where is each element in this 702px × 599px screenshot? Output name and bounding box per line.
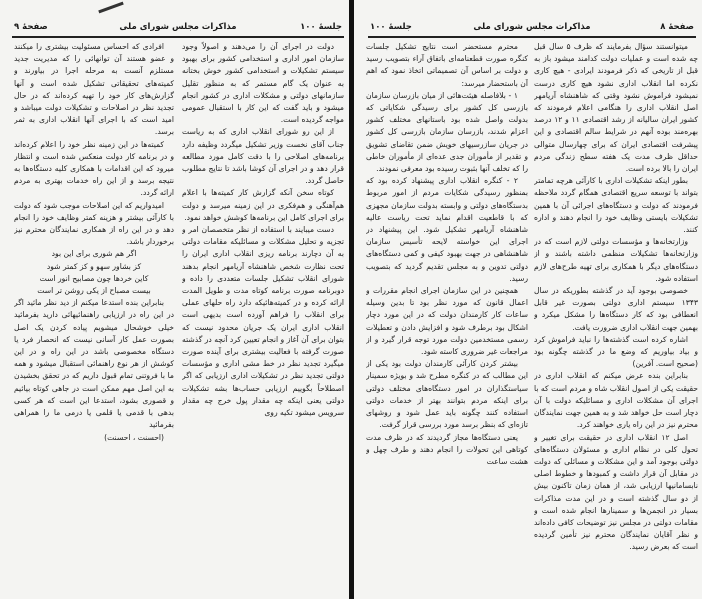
paragraph: افرادی که احساس مسئولیت بیشتری را میکنند و عضو هستند آن توانهائی را که مدیریت جدید مستلزم آنست به مرحله اجرا در بیاورند و کمیته‌های تحقیقاتی تشکیل شده است و آنها گزارش‌های کار خود را تهیه کرده‌اند که در حال تجدید نظر در اصلاحات و تشکیلات دولت میباشد و امید است که با اجرای آنها انقلاب اداری به ثمر برسد. bbox=[14, 42, 174, 137]
page-number: صفحهٔ ۸ bbox=[660, 22, 694, 32]
text-column-left bbox=[366, 41, 528, 591]
header-rule bbox=[368, 36, 696, 38]
paragraph: از این رو شورای انقلاب اداری که به ریاست جناب آقای نخست وزیر تشکیل میگردد وظیفه دارد برنامه‌های اصلاحی را با دقت کامل مورد مطالعه قرار دهد و در اجرای آن کوشا باشد تا نتایج مطلوب حاصل گردد. bbox=[182, 127, 344, 186]
text-column-right bbox=[182, 41, 344, 591]
paragraph: اشاره کرده است گذشته‌ها را نباید فراموش کرد و بیاد بیاوریم که وضع ما در گذشته چگونه بود (صحیح است. آفرین) bbox=[534, 334, 698, 369]
session-number: جلسهٔ ۱۰۰ bbox=[300, 22, 342, 32]
page-header bbox=[14, 22, 342, 34]
verse-line: کاین خردها چون مصابیح انور است bbox=[39, 273, 149, 283]
paragraph: محترم مستحضر است نتایج تشکیل جلسات کنگره صورت قطعنامه‌ای باتفاق آراء بتصویب رسید و دولت بر اساس آن تصمیماتی اتخاذ نمود که اهم آن باستحضار میرسد: bbox=[366, 42, 528, 88]
left-page bbox=[0, 0, 350, 599]
paragraph: یعنی دستگاه‌ها مجاز گردیدند که در ظرف مدت کوتاهی این تحولات را انجام دهند و طرف چهل و هشت ساعت bbox=[366, 432, 528, 466]
page-number: صفحهٔ ۹ bbox=[14, 22, 48, 32]
pen-mark bbox=[98, 2, 123, 14]
paragraph: بیشتر کردن کارآئی کارمندان دولت بود یکی از این مطالب که در کنگره مطرح شد و بویژه سمینار سیاستگذاران در امور دستگاه‌های مختلف دولتی برای اینکه مردم بتوانند بهتر از خدمات دولتی استفاده کنند چگونه باید عمل شود و روشهای تازه‌ای که بنظر برسد مورد بررسی قرار گرفت. bbox=[366, 359, 528, 430]
paragraph: بنابراین بنده استدعا میکنم از دید نظر مائید اگر در این راه در ارزیابی راهنمائیهائی دارید بفرمائید خیلی خوشحال میشویم پیاده کردن یک اصل بصورت عمل کار آسانی نیست که انحصار فرد یا دستگاه مخصوصی باشد در این راه و در این کوشش از هر نوع راهنمائی استقبال میشود و همه ما با فروتنی تمام قبول داریم که در تحقق بخشیدن به این اصل مهم ممکن است در جاهی کوتاه بیائیم و قصوری بشود، استدعا این است که هر کسی بدهی با قدمی یا قلمی یا درمی ما را همراهی بفرمائید bbox=[14, 298, 174, 430]
running-title: مذاکرات مجلس شورای ملی bbox=[119, 22, 237, 32]
text-column-left bbox=[14, 41, 174, 591]
page-header bbox=[370, 22, 694, 34]
paragraph: دولت در اجرای آن را می‌دهند و اصولاً وجود سازمان امور اداری و استخدامی کشور برای بهبود سیستم تشکیلات و استخدامی کشور خوش بختانه به عنوان یک گام مستمر که به منظور تقلیل سازمانهای دولتی و مشکلات اداری در کشور انجام میشود و باید گفت که این کار با استقبال عمومی مواجه گردیده است. bbox=[182, 42, 344, 125]
paragraph: همچنین در این سازمان اجرای انجام مقررات و اعمال قانون که مورد نظر بود تا بدین وسیله ساعات کار کارمندان دولت که در این مورد دچار اشکال بود برطرف شود و افزایش دادن و تعطیلات رسمی مستخدمین دولت مورد توجه قرار گیرد و از مراجعات غیر ضروری کاسته شود. bbox=[366, 286, 528, 357]
verse-line: کز بشاور سهو و کز کمتر شود bbox=[46, 261, 142, 271]
paragraph: کمیته‌ها در این زمینه نظر خود را اعلام کرده‌اند و در برنامه کار دولت منعکس شده است و انتظار میرود که این اقدامات با همکاری کلیه دستگاه‌ها به نتیجه برسد و از این راه خدمات بهتری به مردم ارائه گردد. bbox=[14, 139, 174, 198]
header-rule bbox=[12, 36, 344, 38]
paragraph: وزارتخانه‌ها و مؤسسات دولتی لازم است که در وزارتخانه‌ها تشکیلات منظمی داشته باشند و از دستگاه‌های دیگر با همکاری برای تهیه طرح‌های لازم استفاده شود. bbox=[534, 237, 698, 283]
paragraph: امیدواریم که این اصلاحات موجب شود که دولت با کارآئی بیشتر و هزینه کمتر وظایف خود را انجام دهد و در این راه از همکاری نمایندگان محترم نیز برخوردار باشد. bbox=[14, 200, 174, 247]
paragraph: دست میبایند با استفاده از نظر متخصصان امر و تجزیه و تحلیل مشکلات و مسائلیکه مقامات دولتی به آن دچارند برنامه ریزی انقلاب اداری ایران را تحت نظارت شخص شاهنشاه آریامهر انجام بدهند شورای انقلاب تشکیل جلسات متعددی را داده و دوبرنامه صورت برنامه کوتاه مدت و طویل المدت ارائه کرده و در کمیته‌هائیکه دارد راه حلهای عملی برای انقلاب را فراهم آورده است بدیهی است انقلاب اداری ایران یک جریان محدود نیست که بتوان برای آن آغاز و انجام تعیین کرد آنچه در گذشته صورت گرفته با فعالیت بیشتری برای آینده صورت میگیرد تجدید نظر در خط مشی اداری و مؤسسات دولتی تجدید نظر در تشکیلات اداری ارزیابی که اگر اصطلاحاً بگوییم ارزیابی حساب‌ها بشه تشکیلات دولتی یعنی اینکه چه مقدار پول خرج چه مقدار سرویس میشود تکیه روی bbox=[182, 225, 344, 418]
paragraph: خصوصی بوجود آید در گذشته بطوریکه در سال ۱۳۴۳ سیستم اداری دولتی بصورت غیر قابل انعطافی بود که کار دستگاه‌ها را مشکل میکرد و بهمین جهت انقلاب اداری ضرورت یافت. bbox=[534, 286, 698, 332]
paragraph: بنابراین بنده عرض میکنم که انقلاب اداری در حقیقت یکی از اصول انقلاب شاه و مردم است که با اجرای آن مشکلات اداری و مسائلیکه دولت با آن دچار است حل خواهد شد و به همین جهت نمایندگان محترم نیز در این راه یاری خواهند کرد. bbox=[534, 371, 698, 430]
running-title: مذاکرات مجلس شورای ملی bbox=[473, 22, 591, 32]
paragraph: اصل ۱۲ انقلاب اداری در حقیقت برای تغییر و تحول کلی در نظام اداری و مسئولان دستگاه‌های دولتی بوجود آمد و این مشکلات و مسائلی که دولت در مقابل آن قرار داشت و کمبودها و خطوط اصلی نابسامانیها ارزیابی شد، از همان زمان تاکنون بیش از دو سال گذشته است و در این مدت مذاکرات بسیار در انجمن‌ها و سمینارها انجام شده است و مقامات دولتی در مجلس نیز توضیحات کافی داده‌اند و نظر آقایان نمایندگان محترم نیز تأمین گردیده است که بعرض رسید. bbox=[534, 432, 698, 552]
paragraph: ۲ - کنگره انقلاب اداری پیشنهاد کرده بود که بمنظور رسیدگی شکایات مردم از امور مربوط بدستگاه‌های دولتی و وابسته بدولت سازمان مجهزی که با قاطعیت اقدام نماید تحت ریاست عالیه شاهنشاه آریامهر تشکیل شود. این پیشنهاد در اجرای این خواسته لایحه تأسیس سازمان شاهنشاهی در جهت بهبود کیفی و کمی دستگاه‌های دولتی تدوین و به مجلس تقدیم گردید که بتصویب رسید. bbox=[366, 176, 528, 283]
paragraph: کوتاه سخن آنکه گزارش کار کمیته‌ها با اعلام هم‌آهنگی و هم‌فکری در این زمینه میرسد و دولت برای اجرای کامل این برنامه‌ها کوشش خواهد نمود. bbox=[182, 188, 344, 222]
verse-line: اگر هم شوری برای این بود bbox=[51, 249, 137, 259]
paragraph: بطور اینکه تشکیلات اداری با کارآئی هرچه تمامتر بتواند با توسعه سریع اقتصادی همگام گردد ملاحظه فرمودند که دولت و دستگاه‌های اجرائی آن با همین تشکیلات بایستی وظایف خود را انجام دهند و اداره کنند. bbox=[534, 176, 698, 235]
verse-line: بیست مصباح از یکی روشن تر است bbox=[37, 286, 151, 296]
text-column-right bbox=[534, 41, 698, 591]
session-number: جلسهٔ ۱۰۰ bbox=[370, 22, 412, 32]
applause-note: (احسنت ، احسنت) bbox=[104, 432, 164, 442]
paragraph: میتوانستند سؤال بفرمایند که ظرف ۵ سال قبل چه شده است و عملیات دولت کدامند میشود باز به قبل از تاریخی که ذکر فرمودند ایرادی - هیچ کاری نکرده اما انقلاب اداری نشود هیچ کاری درست نمیشود فراموش نشود وقتی که شاهنشاه آریامهر اصل انقلاب اداری را هنگامی اعلام فرمودند که کشور ایران سالیانه از رشد اقتصادی ۱۱ و ۱۲ درصد بهره‌مند بوده آنهم در شرایط سالم اقتصادی و این پیشرفت اقتصادی ایران که برای چهارسال متوالی حداقل ظرف مدت یک هفته سطح زندگی مردم ایران را بالا برده است. bbox=[534, 42, 698, 174]
paragraph: ۱ - بلافاصله هیئت‌هائی از میان بازرسان سازمان بازرسی کل کشور برای رسیدگی شکایاتی که بدولت واصل شده بود باستانهای مختلف کشور اعزام شدند، بازرسان سازمان بازرسی کل کشور در جریان سازرسیهای خویش ضمن تقاضای تشویق و تقدیر از مأموران جدی عده‌ای از مأموران خاطی را که تخلف آنها بثبوت رسیده بود معرفی نمودند. bbox=[366, 90, 528, 174]
right-page bbox=[356, 0, 702, 599]
